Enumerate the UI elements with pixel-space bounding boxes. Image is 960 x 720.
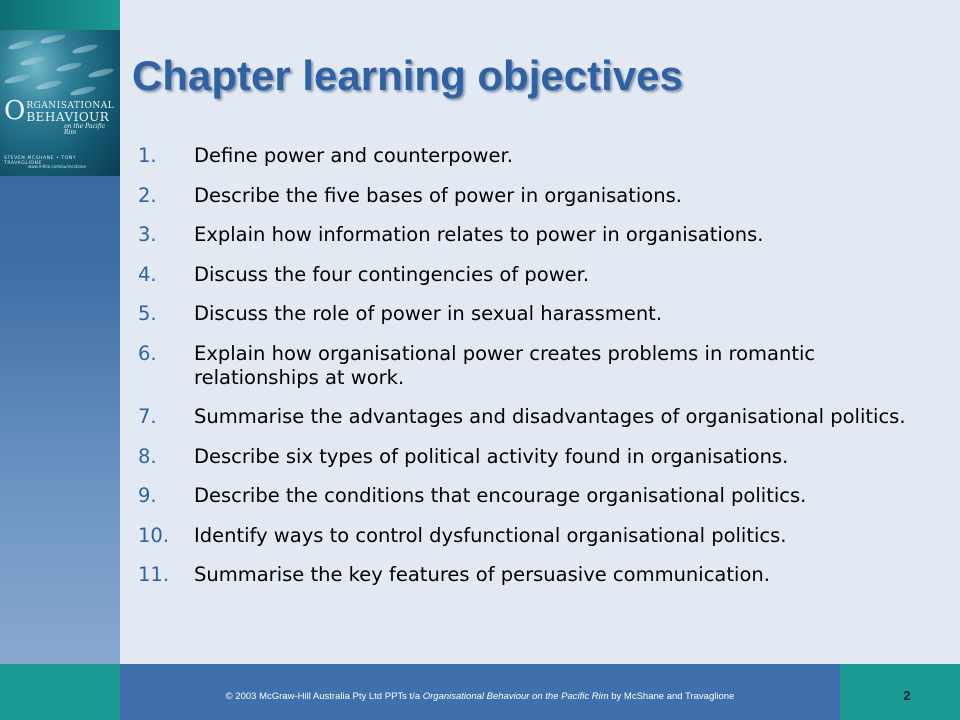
objective-number: 5.	[138, 302, 157, 325]
objective-text: Discuss the four contingencies of power.	[194, 262, 590, 286]
objective-number: 4.	[138, 262, 157, 286]
fish-decoration	[70, 85, 97, 97]
objective-text: Summarise the advantages and disadvantages of organisational politics.	[194, 405, 906, 428]
objective-number: 2.	[138, 183, 157, 207]
objective-text: Discuss the role of power in sexual harassment.	[194, 302, 663, 325]
objective-item	[138, 405, 938, 429]
cover-title-initial: O	[4, 96, 26, 126]
objective-number: 10.	[138, 523, 170, 547]
objective-item	[138, 184, 938, 208]
slide-title: Chapter learning objectives	[132, 52, 683, 99]
fish-decoration	[20, 55, 47, 67]
objective-number: 1.	[138, 144, 157, 167]
cover-authors: STEVEN MCSHANE • TONY TRAVAGLIONE	[4, 156, 77, 166]
objective-text: Explain how information relates to power in organisations.	[194, 223, 764, 246]
cover-title-line3: on the Pacific Rim	[64, 123, 106, 136]
objective-number: 9.	[138, 484, 157, 507]
objective-item	[138, 342, 938, 390]
objective-item	[138, 302, 938, 326]
objective-text: Explain how organisational power creates problems in romantic relationships at work.	[194, 341, 816, 389]
fish-decoration	[88, 67, 115, 79]
cover-title-line2: BEHAVIOUR	[26, 110, 110, 124]
copyright-suffix: by McShane and Travaglione	[608, 691, 735, 702]
objective-text: Describe the conditions that encourage organisational politics.	[194, 484, 807, 507]
objective-item	[138, 144, 938, 168]
objective-text: Identify ways to control dysfunctional organisational politics.	[194, 523, 787, 547]
copyright-book-title: Organisational Behaviour on the Pacific Rim	[422, 691, 609, 702]
footer-left-teal-block	[0, 664, 120, 720]
fish-decoration	[56, 61, 83, 73]
objectives-list	[138, 144, 938, 603]
top-left-teal-block	[0, 0, 120, 30]
fish-decoration	[72, 43, 99, 55]
objective-text: Define power and counterpower.	[194, 144, 513, 167]
objective-item	[138, 563, 938, 587]
cover-title-line1: RGANISATIONAL	[26, 101, 115, 111]
objective-item	[138, 445, 938, 469]
objective-number: 11.	[138, 563, 170, 586]
page-number: 2	[903, 688, 911, 703]
objective-number: 8.	[138, 444, 157, 468]
objective-item	[138, 263, 938, 287]
fish-decoration	[8, 39, 35, 51]
book-cover-image	[0, 30, 120, 176]
objective-item	[138, 524, 938, 548]
fish-decoration	[36, 79, 63, 91]
objective-text: Describe the five bases of power in organisations.	[194, 183, 682, 207]
objective-number: 7.	[138, 405, 157, 428]
objective-item	[138, 223, 938, 247]
objective-number: 3.	[138, 223, 157, 246]
cover-title	[4, 98, 116, 136]
objective-text: Summarise the key features of persuasive communication.	[194, 563, 770, 586]
objective-item	[138, 484, 938, 508]
copyright-notice	[120, 691, 840, 702]
copyright-prefix: © 2003 McGraw-Hill Australia Pty Ltd PPTs t/a	[225, 691, 423, 702]
fish-decoration	[40, 33, 67, 45]
objective-number: 6.	[138, 341, 157, 365]
fish-decoration	[4, 73, 31, 85]
cover-url: www.mhhe.com/au/mcshane	[28, 164, 86, 169]
objective-text: Describe six types of political activity found in organisations.	[194, 444, 789, 468]
footer-bar	[120, 664, 840, 720]
